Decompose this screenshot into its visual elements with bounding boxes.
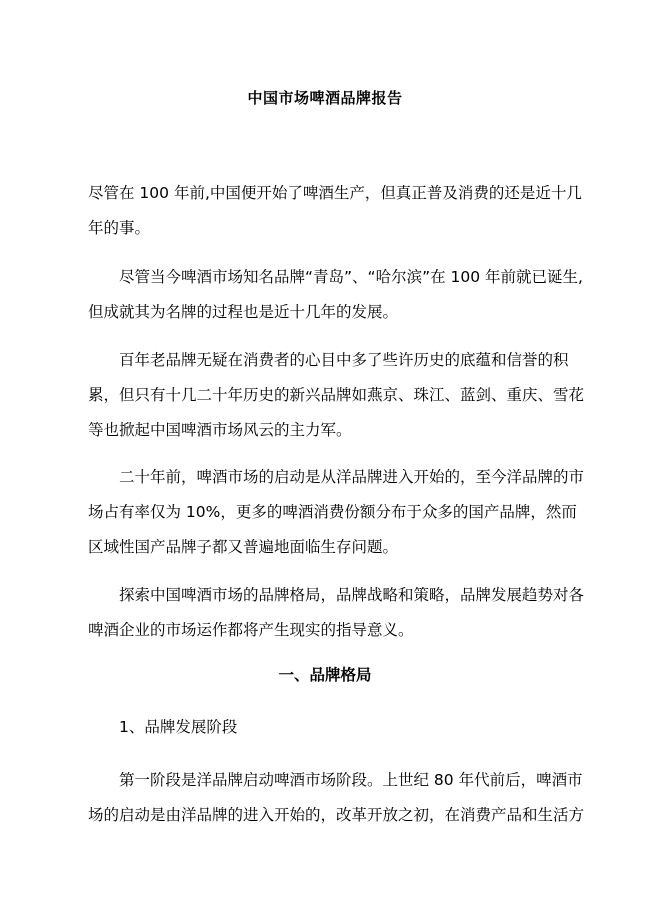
paragraph-line: 二十年前，啤酒市场的启动是从洋品牌进入开始的，至今洋品牌的市 — [119, 468, 585, 486]
paragraph-line: 年的事。 — [88, 219, 151, 237]
paragraph-line: 区域性国产品牌子都又普遍地面临生存问题。 — [88, 538, 399, 556]
paragraph-line: 啤酒企业的市场运作都将产生现实的指导意义。 — [88, 621, 414, 639]
paragraph-line: 场的启动是由洋品牌的进入开始的，改革开放之初，在消费产品和生活方 — [88, 806, 585, 824]
paragraph-1 — [88, 176, 582, 246]
subheading: 1、品牌发展阶段 — [119, 718, 238, 736]
paragraph-3 — [88, 343, 585, 448]
paragraph-line: 尽管在 100 年前,中国便开始了啤酒生产，但真正普及消费的还是近十几 — [88, 184, 582, 202]
paragraph-6 — [88, 763, 585, 833]
paragraph-line: 但成就其为名牌的过程也是近十几年的发展。 — [88, 303, 399, 321]
paragraph-line: 第一阶段是洋品牌启动啤酒市场阶段。上世纪 80 年代前后，啤酒市 — [119, 771, 583, 789]
paragraph-4 — [88, 460, 585, 565]
paragraph-line: 场占有率仅为 10%，更多的啤酒消费份额分布于众多的国产品牌，然而 — [88, 503, 577, 521]
paragraph-line: 尽管当今啤酒市场知名品牌“青岛”、“哈尔滨”在 100 年前就已诞生, — [119, 268, 583, 286]
paragraph-2 — [88, 260, 583, 330]
paragraph-5 — [88, 578, 585, 648]
paragraph-line: 百年老品牌无疑在消费者的心目中多了些许历史的底蕴和信誉的积 — [119, 351, 569, 369]
section-heading: 一、品牌格局 — [278, 666, 372, 684]
paragraph-line: 探索中国啤酒市场的品牌格局，品牌战略和策略，品牌发展趋势对各 — [119, 586, 585, 604]
paragraph-line: 累，但只有十几二十年历史的新兴品牌如燕京、珠江、蓝剑、重庆、雪花 — [88, 386, 585, 404]
paragraph-line: 等也掀起中国啤酒市场风云的主力军。 — [88, 421, 352, 439]
page-title: 中国市场啤酒品牌报告 — [247, 89, 403, 107]
